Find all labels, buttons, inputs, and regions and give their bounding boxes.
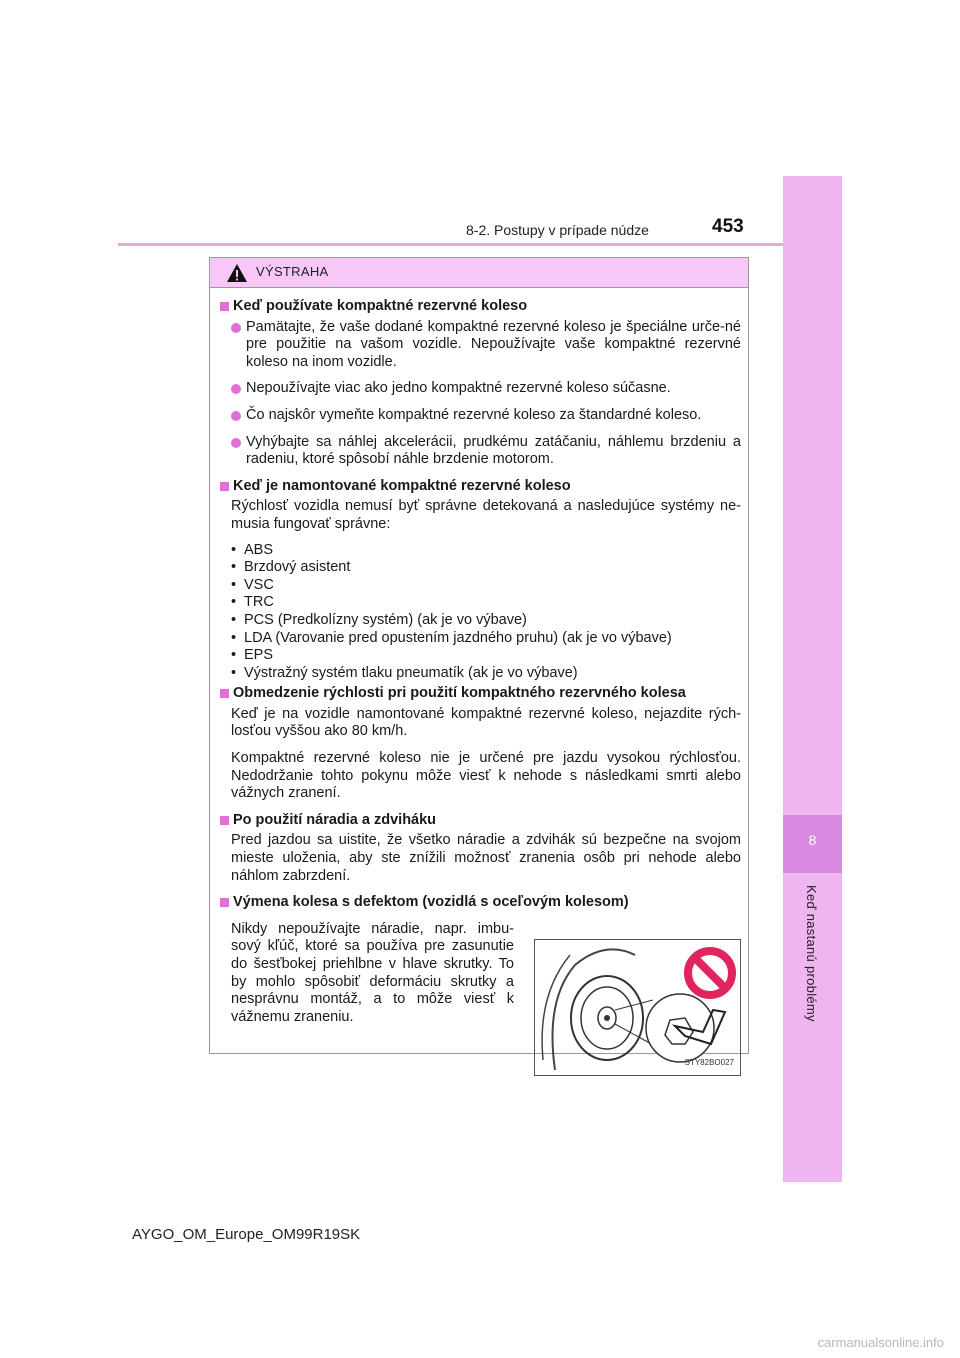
side-tab (783, 176, 842, 1182)
list-item: • ABS (231, 542, 741, 560)
list-item: • PCS (Predkolízny systém) (ak je vo výbave) (231, 612, 741, 630)
side-tab-number: 8 (808, 832, 817, 848)
paragraph: Pred jazdou sa uistite, že všetko náradie a zdvihák sú bezpečne na svojom mieste uloženia, aby ste znížili možnosť zranenia osôb pri nehode alebo náhlom zabrzdení. (231, 832, 741, 884)
bullet-item: Čo najskôr vymeňte kompaktné rezervné koleso za štandardné koleso. (218, 407, 741, 425)
list-item: • VSC (231, 577, 741, 595)
systems-list (218, 542, 741, 683)
paragraph: Kompaktné rezervné koleso nie je určené pre jazdu vysokou rýchlosťou. Nedodržanie tohto pokynu môže viesť k nehode s následkami smrti alebo vážnych zranení. (231, 750, 741, 802)
warning-content (218, 298, 741, 1068)
section-heading: Po použití náradia a zdviháku (218, 812, 741, 830)
page-number: 453 (712, 216, 744, 237)
section-heading: Výmena kolesa s defektom (vozidlá s oceľovým kolesom) (218, 894, 741, 912)
bullet-item: Pamätajte, že vaše dodané kompaktné rezervné koleso je špeciálne urče-né pre použitie na vašom vozidle. Nepoužívajte vaše kompaktné rezervné koleso na inom vozidle. (218, 319, 741, 372)
footer-code: AYGO_OM_Europe_OM99R19SK (132, 1226, 361, 1243)
section-title: 8-2. Postupy v prípade núdze (466, 222, 649, 238)
paragraph: Rýchlosť vozidla nemusí byť správne detekovaná a nasledujúce systémy ne-musia fungovať správne: (231, 498, 741, 532)
paragraph: Nikdy nepoužívajte náradie, napr. imbu-sový kľúč, ktoré sa používa pre zasunutie do šesťbokej priehlbne v hlave skrutky. To by mohlo spôsobiť deformáciu skrutky a nesprávnu montáž, a to môže viesť k vážnemu zraneniu. (231, 920, 514, 1025)
bullet-item: Nepoužívajte viac ako jedno kompaktné rezervné koleso súčasne. (218, 380, 741, 398)
section-heading: Obmedzenie rýchlosti pri použití kompaktného rezervného kolesa (218, 685, 741, 703)
warning-box (209, 257, 749, 1068)
list-item: • Brzdový asistent (231, 559, 741, 577)
list-item: • Výstražný systém tlaku pneumatík (ak je vo výbave) (231, 665, 741, 683)
section-heading: Keď je namontované kompaktné rezervné koleso (218, 478, 741, 496)
warning-title: VÝSTRAHA (256, 264, 329, 279)
warning-triangle-icon (226, 263, 248, 283)
side-tab-label: Keď nastanú problémy (804, 885, 819, 1022)
paragraph: Keď je na vozidle namontované kompaktné rezervné koleso, nejazdite rých-losťou vyššou ako 80 km/h. (231, 705, 741, 740)
list-item: • EPS (231, 647, 741, 665)
prohibited-sign-icon (683, 946, 737, 1000)
list-item: • LDA (Varovanie pred opustením jazdného pruhu) (ak je vo výbave) (231, 630, 741, 648)
wheel-illustration (534, 939, 741, 1076)
list-item: • TRC (231, 594, 741, 612)
section-heading: Keď používate kompaktné rezervné koleso (218, 298, 741, 316)
bullet-item: Vyhýbajte sa náhlej akcelerácii, prudkému zatáčaniu, náhlemu brzdeniu a radeniu, ktoré spôsobí náhle brzdenie motorom. (218, 434, 741, 469)
watermark: carmanualsonline.info (817, 1335, 944, 1350)
header-rule (118, 243, 783, 246)
illustration-code: STY82BO027 (684, 1058, 734, 1068)
warning-header (210, 258, 748, 288)
